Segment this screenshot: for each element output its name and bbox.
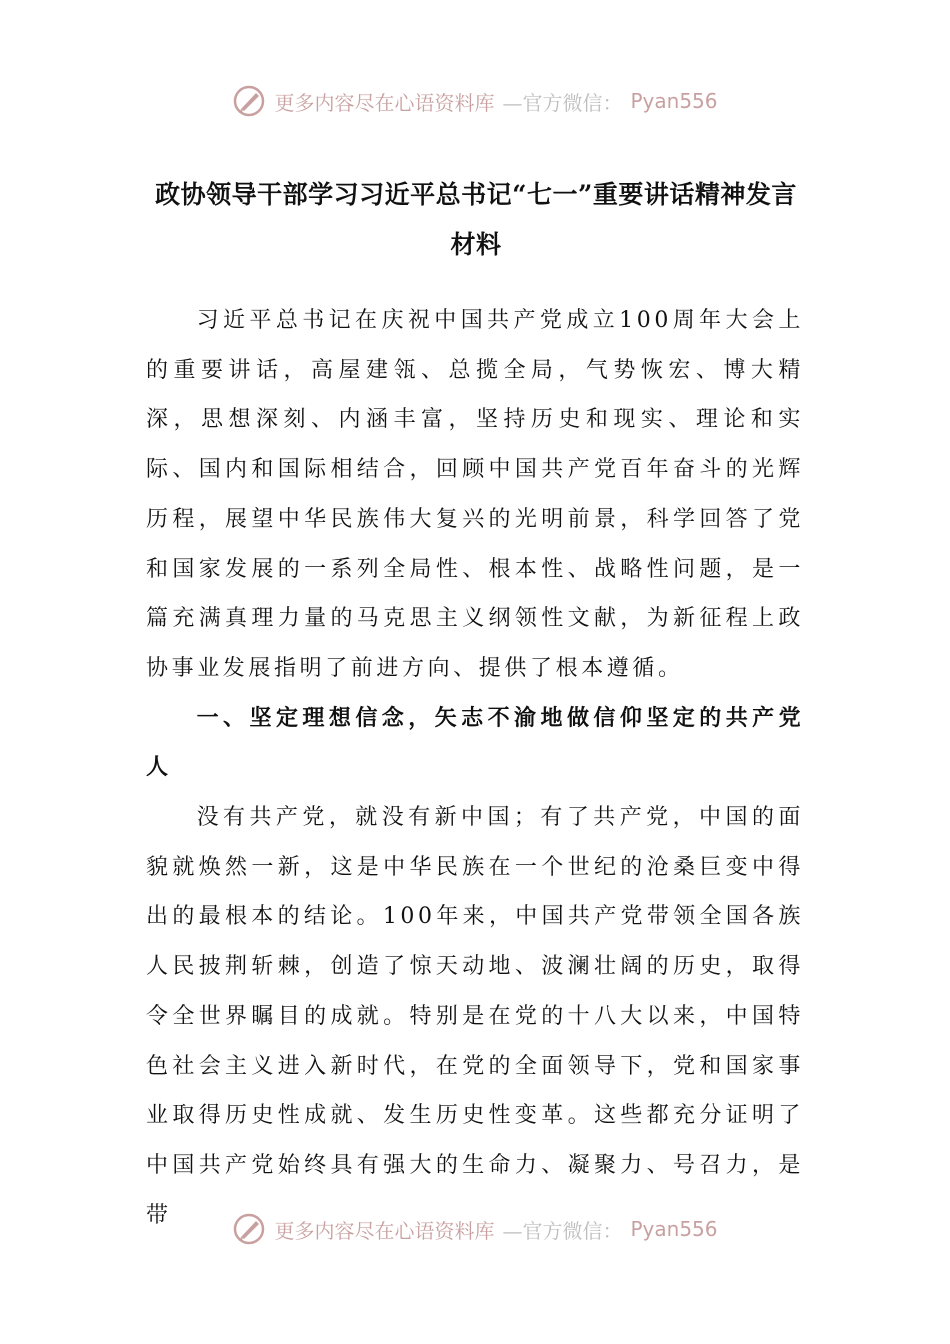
- watermark-wechat-id: Pyan556: [630, 1217, 718, 1241]
- document-title: 政协领导干部学习习近平总书记“七一”重要讲话精神发言材料: [155, 180, 797, 259]
- pen-logo-icon: [232, 1212, 266, 1246]
- watermark-main-text: 更多内容尽在心语资料库: [274, 90, 495, 115]
- pen-logo-icon: [232, 84, 266, 118]
- watermark-sub-text: —官方微信：: [502, 1218, 623, 1243]
- watermark-wechat-id: Pyan556: [630, 89, 718, 113]
- watermark-main-text: 更多内容尽在心语资料库: [274, 1218, 495, 1243]
- watermark-sub-text: —官方微信：: [502, 90, 623, 115]
- document-body: [146, 296, 804, 1240]
- section-heading-1: 一、坚定理想信念，矢志不渝地做信仰坚定的共产党人: [146, 705, 804, 781]
- watermark-header: [0, 84, 950, 118]
- paragraph-2: 没有共产党，就没有新中国；有了共产党，中国的面貌就焕然一新，这是中华民族在一个世纪的沧桑巨变中得出的最根本的结论。100年来，中国共产党带领全国各族人民披荆斩棘，创造了惊天动地、波澜壮阔的历史，取得令全世界瞩目的成就。特别是在党的十八大以来，中国特色社会主义进入新时代，在党的全面领导下，党和国家事业取得历史性成就、发生历史性变革。这些都充分证明了中国共产党始终具有强大的生命力、凝聚力、号召力，是带: [146, 805, 804, 1228]
- paragraph-1: 习近平总书记在庆祝中国共产党成立100周年大会上的重要讲话，高屋建瓴、总揽全局，气势恢宏、博大精深，思想深刻、内涵丰富，坚持历史和现实、理论和实际、国内和国际相结合，回顾中国共产党百年奋斗的光辉历程，展望中华民族伟大复兴的光明前景，科学回答了党和国家发展的一系列全局性、根本性、战略性问题，是一篇充满真理力量的马克思主义纲领性文献，为新征程上政协事业发展指明了前进方向、提供了根本遵循。: [146, 308, 804, 681]
- watermark-footer: [0, 1212, 950, 1246]
